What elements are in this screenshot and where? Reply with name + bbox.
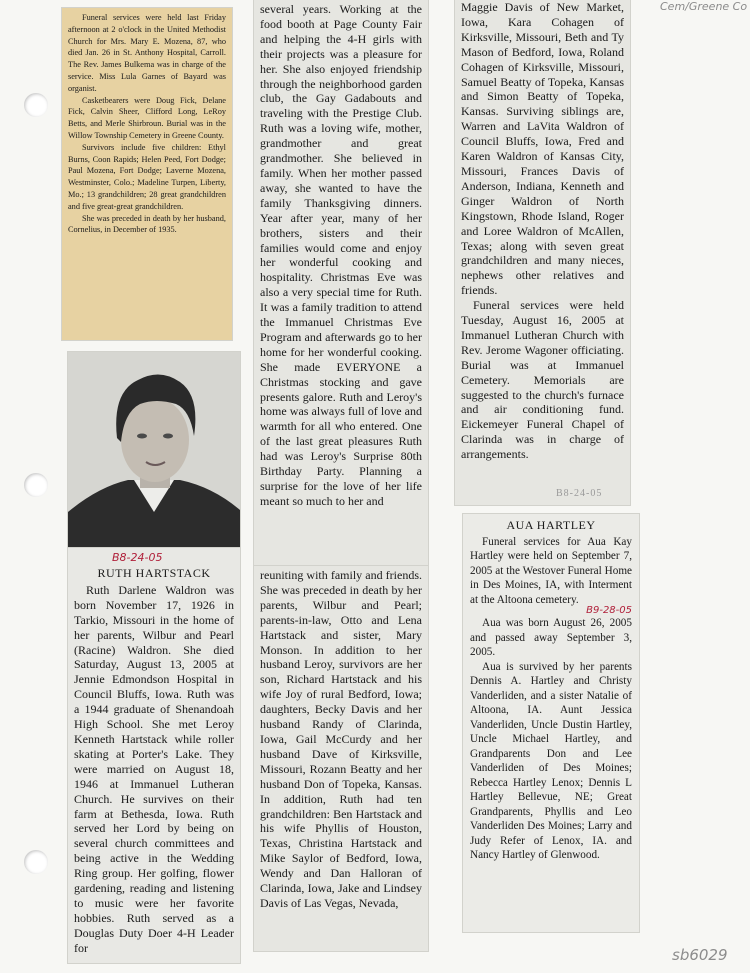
aua-obituary-clipping [463, 514, 639, 932]
binder-hole [24, 93, 48, 117]
date-stamp: B8-24-05 [556, 488, 603, 499]
obituary-text: Aua is survived by her parents Dennis A. Hartley and Christy Vanderliden, and a sister Natalie of Altoona, IA. Aunt Jessica Vanderliden, Uncle Dustin Hartley, Uncle Michael Hartley, and Grandparents Don and Lee Vanderliden of Des Moines; Rebecca Hartley Lenox; Dennis L Hartley Bellevue, NE; Great Grandparents, Phyllis and Leo Vanderliden Des Moines; Larry and Judy Refer of Lenox, IA. and Nancy Hartley of Glenwood. [470, 660, 632, 861]
mozena-clipping [62, 8, 232, 340]
ruth-obituary-column-2 [254, 0, 428, 566]
mozena-paragraph: Funeral services were held last Friday afternoon at 2 o'clock in the United Methodist Church for Mrs. Mary E. Mozena, 87, who died Jan. 26 in St. Anthony Hospital, Carroll. The Rev. James Bulkema was in charge of the service. Miss Lula Garnes of Bayard was organist. [68, 13, 226, 93]
obituary-text: Funeral services for Aua Kay Hartley were held on September 7, 2005 at the Westover Funeral Home in Des Moines, IA, with Interment at the Altoona cemetery. [470, 535, 632, 606]
portrait-image [68, 352, 240, 548]
obituary-text: Aua was born August 26, 2005 and passed away September 3, 2005. [470, 617, 632, 658]
mozena-paragraph: Casketbearers were Doug Fick, Delane Fick, Calvin Sheer, Clifford Long, LeRoy Betts, and Merle Shirbroun. Burial was in the Willow Township Cemetery in Greene County. [68, 95, 226, 140]
ruth-obituary-column-3 [254, 566, 428, 951]
ruth-obituary-column-4 [455, 0, 630, 505]
obituary-headline: RUTH HARTSTACK [97, 566, 211, 580]
mozena-paragraph: Survivors include five children: Ethyl Burns, Coon Rapids; Helen Peed, Fort Dodge; Paul Mozena, Fort Dodge; Laverne Mozena, Westminster, Colo.; Madeline Turpen, Liberty, Mo.; 13 grandchildren; 28 great grandchildren and five great-great grandchildren. [68, 142, 226, 211]
binder-hole [24, 850, 48, 874]
ruth-obituary-column-1 [68, 548, 240, 963]
obituary-headline: AUA HARTLEY [506, 518, 596, 532]
corner-note: Cem/Greene Co [660, 0, 748, 13]
binder-hole [24, 473, 48, 497]
mozena-paragraph: She was preceded in death by her husband, Cornelius, in December of 1935. [68, 213, 226, 235]
handwritten-date: B9-28-05 [586, 605, 632, 616]
archive-number: sb6029 [672, 946, 728, 964]
obituary-text: reuniting with family and friends. She was preceded in death by her parents, Wilbur and Pearl; parents-in-law, Otto and Lena Hartstack and sister, Mary Monson. In addition to her husband Leroy, survivors are her son, Richard Hartstack and his wife Joy of rural Bedford, Iowa; daughters, Becky Davis and her husband Randy of Clarinda, Iowa, Gail McCurdy and her husband Dave of Kirksville, Missouri, Rozann Beatty and her husband Don of Topeka, Kansas. In addition, Ruth had ten grandchildren: Ben Hartstack and his wife Phyllis of Houston, Texas, Christina Hartstack and Mike Saylor of Bedford, Iowa, Wendy and Dan Halloran of Clarinda, Iowa, Jake and Lindsey Davis of Las Vegas, Nevada, [260, 568, 422, 910]
portrait-photo [68, 352, 240, 548]
obituary-text: several years. Working at the food booth at Page County Fair and helping the 4-H girls with their projects was a pleasure for her. She also enjoyed friendship through the neighborhood garden club, the Gay Gadabouts and traveling with the Prestige Club. Ruth was a loving wife, mother, grandmother and great grandmother. She believed in family. When her mother passed away, she wanted to have the family Thanksgiving dinners. Year after year, many of her brothers, sisters and their families would come and enjoy her wonderful cooking and hospitality. Christmas Eve was also a very special time for Ruth. It was a family tradition to attend the Immanuel Christmas Eve Program and afterwards go to her home for her wonderful cooking. She made EVERYONE a Christmas stocking and gave presents galore. Ruth and Leroy's home was always full of love and warmth for all who entered. One of the last great pleasures Ruth had was Leroy's Surprise 80th Birthday Party. Planning a surprise for the love of her life meant so much to her and [260, 2, 422, 508]
obituary-text: Funeral services were held Tuesday, August 16, 2005 at Immanuel Lutheran Church with Rev. Jerome Wagoner officiating. Burial was at Immanuel Cemetery. Memorials are suggested to the church's furnace and air conditioning fund. Eickemeyer Funeral Chapel of Clarinda was in charge of arrangements. [461, 298, 624, 462]
obituary-text: Maggie Davis of New Market, Iowa, Kara Cohagen of Kirksville, Missouri, Beth and Ty Mason of Bedford, Iowa, Roland Cohagen of Kirksville, Missouri, Samuel Beatty of Topeka, Kansas and Simon Beatty of Topeka, Kansas. Surviving siblings are, Warren and LaVita Waldron of Council Bluffs, Iowa, Fred and Karen Waldron of Kansas City, Missouri, Frances Davis of Anderson, Indiana, Kenneth and Ginger Waldron of North Kingstown, Rhode Island, Roger and Loree Waldron of McAllen, Texas; along with seven great grandchildren and many nieces, nephews other relatives and friends. [461, 0, 624, 298]
obituary-text: Ruth Darlene Waldron was born November 17, 1926 in Tarkio, Missouri in the home of her parents, Wilbur and Pearl (Racine) Waldron. She died Saturday, August 13, 2005 at Jennie Edmondson Hospital in Council Bluffs, Iowa. Ruth was a 1944 graduate of Shenandoah High School. She met Leroy Kenneth Hartstack while roller skating at Porter's Lake. They were married on August 18, 1946 at Immanuel Lutheran Church. He survives on their farm at Bethesda, Iowa. Ruth served her Lord by being on several church committees and being active in the Wedding Ring group. Her golfing, flower gardening, reading and listening to music were her favorite hobbies. Ruth served as a Douglas Duty Doer 4-H Leader for [74, 582, 234, 955]
handwritten-date: B8-24-05 [112, 551, 163, 564]
